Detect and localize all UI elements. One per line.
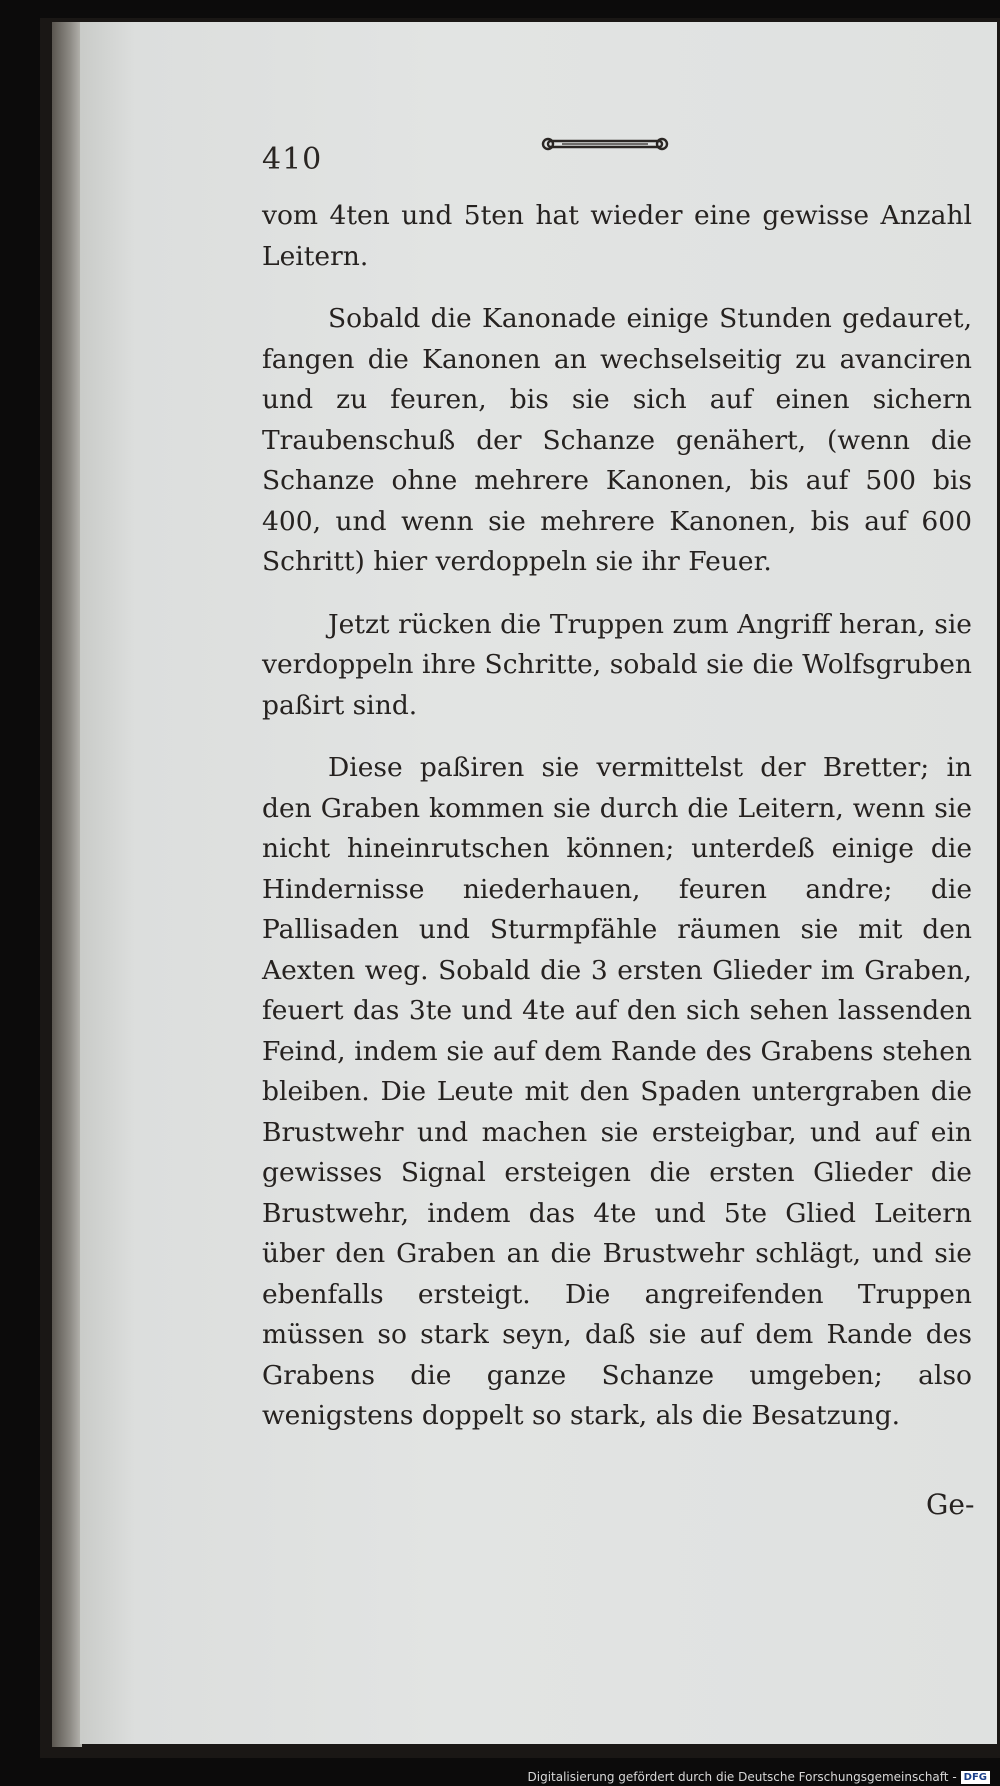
paragraph: Jetzt rücken die Truppen zum Angriff heran, sie verdoppeln ihre Schritte, sobald sie die Wolfsgruben paßirt sind.	[262, 608, 972, 721]
paragraph: Diese paßiren sie vermittelst der Bretter; in den Graben kommen sie durch die Leitern, wenn sie nicht hineinrutschen können; unterdeß einige die Hindernisse niederhauen, feuren andre; die Pallisaden und Sturmpfähle räumen sie mit den Aexten weg. Sobald die 3 ersten Glieder im Graben, feuert das 3te und 4te auf den sich sehen lassenden Feind, indem sie auf dem Rande des Grabens stehen bleiben. Die Leute mit den Spaden untergraben die Brustwehr und machen sie ersteigbar, und auf ein gewisses Signal ersteigen die ersten Glieder die Brustwehr, indem das 4te und 5te Glied Leitern über den Graben an die Brustwehr schlägt, und sie ebenfalls ersteigt. Die angreifenden Truppen müssen so stark seyn, daß sie auf dem Rande des Grabens die ganze Schanze umgeben; also wenigstens doppelt so stark, als die Besatzung.	[262, 752, 972, 1431]
ornament-rule-icon	[540, 133, 670, 155]
footer-text: Digitalisierung gefördert durch die Deutsche Forschungsgemeinschaft -	[527, 1770, 957, 1784]
dfg-logo: DFG	[961, 1771, 990, 1784]
page-edge	[52, 22, 82, 1747]
paragraph: vom 4ten und 5ten hat wieder eine gewisse Anzahl Leitern.	[262, 200, 972, 272]
digitization-footer	[528, 1770, 991, 1784]
page-number: 410	[262, 142, 323, 177]
body-text	[262, 196, 972, 1437]
paragraph: Sobald die Kanonade einige Stunden gedauret, fangen die Kanonen an wechselseitig zu avanciren und zu feuren, bis sie sich auf einen sichern Traubenschuß der Schanze genähert, (wenn die Schanze ohne mehrere Kanonen, bis auf 500 bis 400, und wenn sie mehrere Kanonen, bis auf 600 Schritt) hier verdoppeln sie ihr Feuer.	[262, 303, 972, 577]
catchword: Ge-	[926, 1488, 975, 1521]
